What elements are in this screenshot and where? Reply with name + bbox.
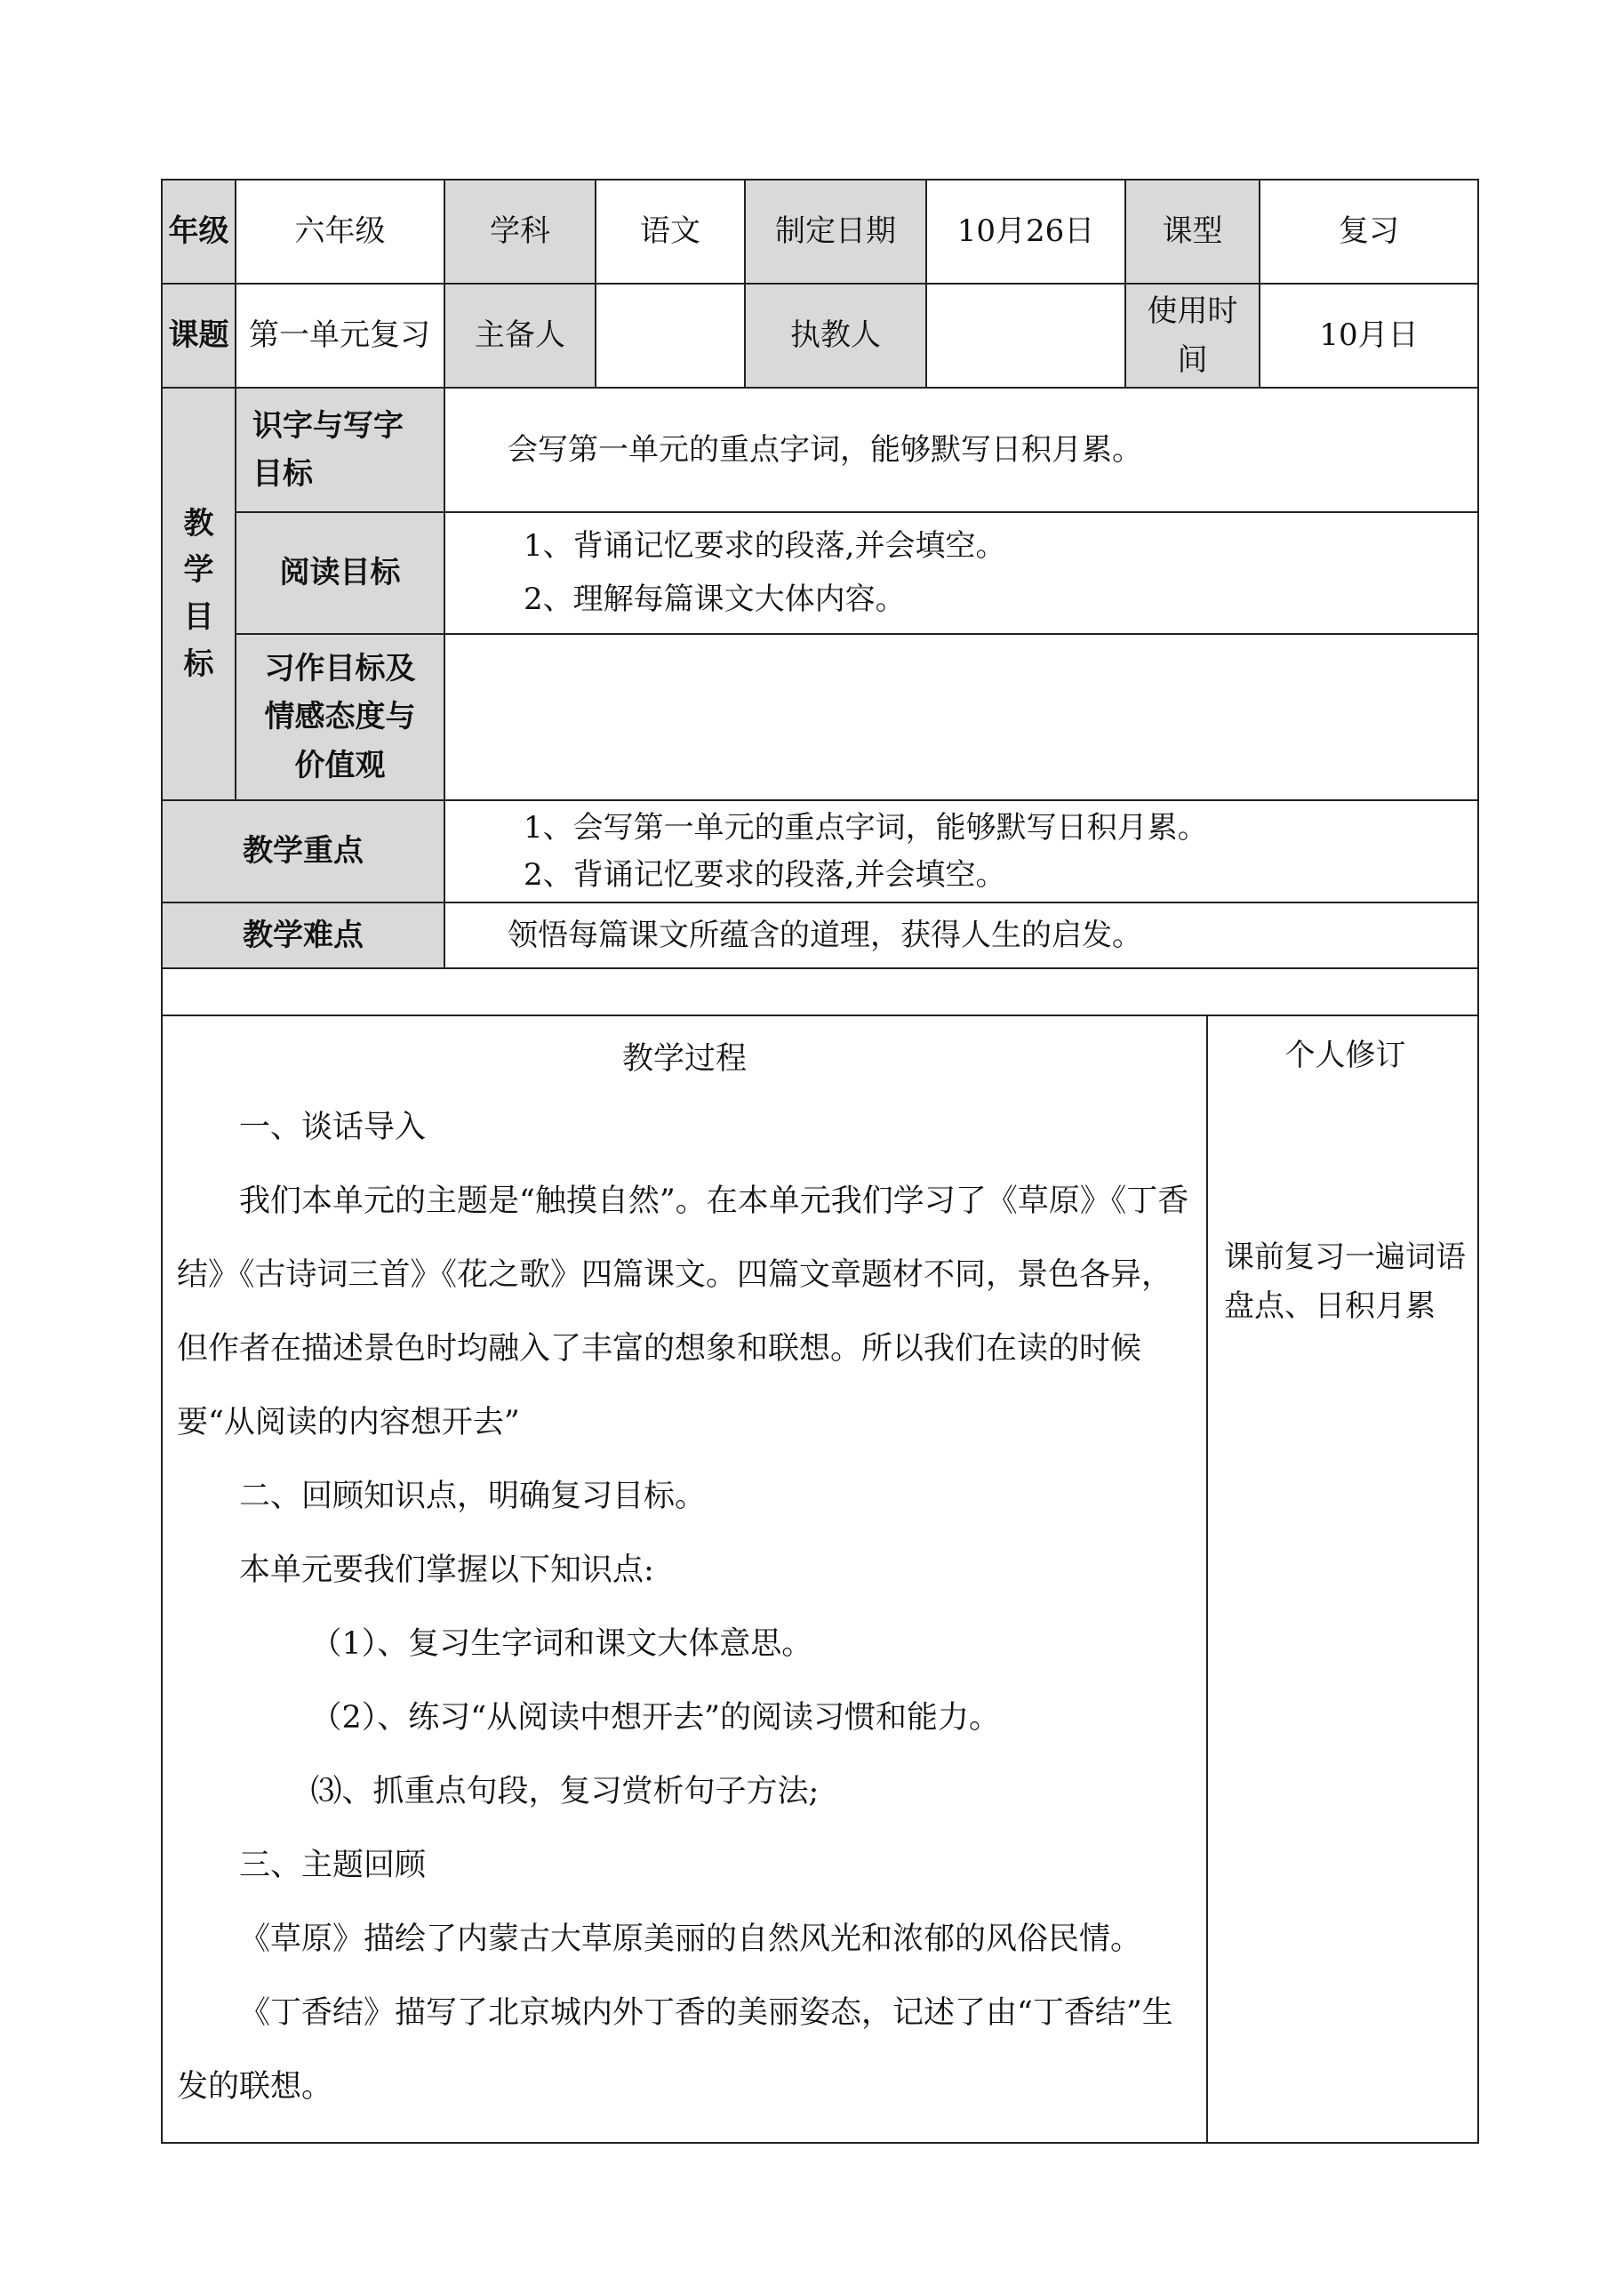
process-section-1-para: 我们本单元的主题是“触摸自然”。在本单元我们学习了《草原》《丁香结》《古诗词三首》《花之歌》四篇课文。四篇文章题材不同，景色各异，但作者在描述景色时均融入了丰富的想象和联想。所以我们在读的时候要“从阅读的内容想开去” [177,1183,1189,1440]
process-title: 教学过程 [621,1041,747,1077]
use-time-value: 10月日 [1260,285,1477,389]
process-section-3-para-2: 《丁香结》描写了北京城内外丁香的美丽姿态，记述了由“丁香结”生发的联想。 [177,1995,1173,2105]
process-section-2-title: 二、回顾知识点，明确复习目标。 [239,1479,707,1514]
literacy-goal-label: 识字与写字目标 [236,389,445,513]
key-point-line-1: 1、会写第一单元的重点字词，能够默写日积月累。 [524,809,1208,846]
process-item-2: （2）、练习“从阅读中想开去”的阅读习惯和能力。 [310,1700,1001,1736]
teacher-label: 执教人 [746,285,927,389]
key-point-line-2: 2、背诵记忆要求的段落,并会填空。 [524,856,1006,893]
process-section-1-title: 一、谈话导入 [239,1110,427,1145]
planner-label: 主备人 [445,285,596,389]
reading-goal-label: 阅读目标 [236,513,445,635]
type-label: 课型 [1126,180,1260,285]
date-label: 制定日期 [746,180,927,285]
goals-section-label: 教学目标 [163,389,236,801]
grade-label: 年级 [163,180,236,285]
topic-label: 课题 [163,285,236,389]
teacher-value [927,285,1126,389]
writing-goal-text [445,635,1477,801]
reading-goal-line-2: 2、理解每篇课文大体内容。 [524,581,906,617]
process-section-3-title: 三、主题回顾 [239,1848,427,1883]
use-time-label: 使用时间 [1126,285,1260,389]
subject-value: 语文 [596,180,746,285]
date-value: 10月26日 [927,180,1126,285]
revision-note: 课前复习一遍词语盘点、日积月累 [1224,1239,1466,1324]
type-value: 复习 [1260,180,1477,285]
topic-value: 第一单元复习 [236,285,445,389]
grade-value: 六年级 [236,180,445,285]
difficulties-text: 领悟每篇课文所蕴含的道理，获得人生的启发。 [445,903,1477,969]
personal-revision [1208,1016,1477,2144]
process-item-1: （1）、复习生字词和课文大体意思。 [310,1626,813,1662]
subject-label: 学科 [445,180,596,285]
revision-title: 个人修订 [1284,1038,1406,1073]
teaching-process [163,1016,1208,2144]
difficulties-label: 教学难点 [163,903,445,969]
process-item-3: ⑶、抓重点句段，复习赏析句子方法; [310,1774,820,1809]
reading-goal-line-1: 1、背诵记忆要求的段落,并会填空。 [524,528,1006,564]
lesson-plan-table [161,179,1479,2144]
writing-goal-label: 习作目标及情感态度与价值观 [236,635,445,801]
literacy-goal-text: 会写第一单元的重点字词，能够默写日积月累。 [445,389,1477,513]
reading-goal-text [445,513,1477,635]
key-points-text [445,801,1477,903]
spacer-row [163,969,1477,1016]
key-points-label: 教学重点 [163,801,445,903]
planner-value [596,285,746,389]
process-section-3-para-1: 《草原》描绘了内蒙古大草原美丽的自然风光和浓郁的风俗民情。 [239,1921,1142,1957]
process-section-2-intro: 本单元要我们掌握以下知识点: [239,1552,654,1588]
